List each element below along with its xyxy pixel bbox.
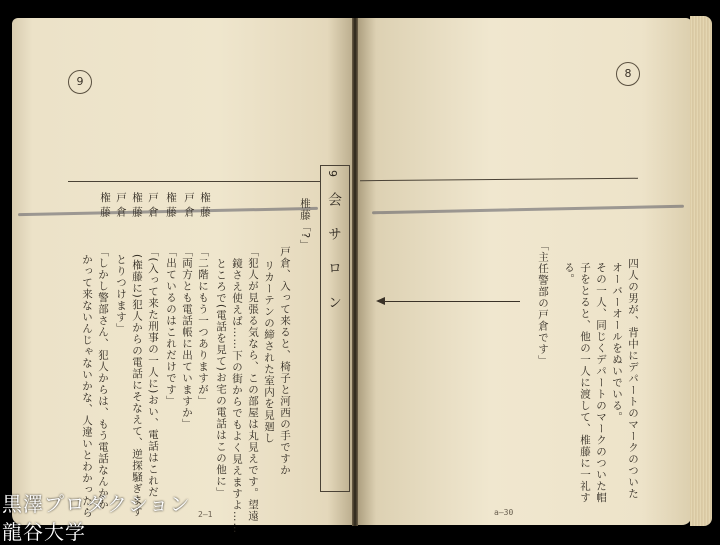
right-page-number: 8	[616, 62, 640, 86]
left-column-1: 椎藤「?」	[299, 198, 311, 251]
arrow-left-icon	[376, 297, 385, 305]
right-column-3: その一人、同じくデパートのマークのついた帽	[595, 262, 607, 504]
speaker-name: 戸倉	[147, 192, 159, 221]
left-column-2: 戸倉、入って来ると、椅子と河西の手ですか	[279, 246, 291, 476]
left-column-5: 鏡さえ使えば……下の街からでもよく見えますよ……	[231, 258, 243, 534]
speaker-name: 権藤	[199, 192, 211, 221]
left-scene-rule	[68, 181, 320, 182]
scene-number: 9	[326, 170, 339, 178]
speaker-name: 権藤	[99, 192, 111, 221]
arrow-line	[378, 301, 520, 302]
speaker-name: 権藤	[165, 192, 177, 221]
watermark-line-1: 黒澤プロダクション	[2, 492, 191, 516]
book-gutter	[352, 18, 358, 526]
left-page-footer: 2―1	[198, 510, 213, 519]
right-dialogue-note: 「主任警部の戸倉です」	[537, 240, 549, 367]
left-column-10: 「(入って来た刑事の一人に)おい、電話はこれだ	[147, 246, 159, 498]
right-column-4: 子をとると、他の一人に渡して、椎藤に一礼す	[579, 262, 591, 504]
left-column-7: 「二階にもう一つありますが」	[197, 246, 209, 407]
page-edges	[690, 16, 712, 526]
left-column-3: リカーテンの締された室内を見廻し	[263, 260, 275, 444]
speaker-name: 戸倉	[183, 192, 195, 221]
left-column-12: とりつけます」	[115, 254, 127, 335]
right-column-1: 四人の男が、背中にデパートのマークのついた	[627, 258, 639, 500]
watermark-line-2: 龍谷大学	[2, 520, 86, 544]
left-page-number: 9	[68, 70, 92, 94]
right-column-2: オーバーオールをぬいでいる。	[611, 262, 623, 423]
scene-place: 会 サ ロ ン	[326, 192, 342, 318]
right-column-5: る。	[563, 262, 575, 285]
left-column-8: 「両方とも電話帳に出ていますか」	[181, 246, 193, 430]
left-column-13: 「しかし警部さん、犯人からは、もう電話なんかか	[97, 246, 109, 511]
speaker-name: 戸倉	[115, 192, 127, 221]
left-column-9: 「出ているのはこれだけです」	[165, 246, 177, 407]
left-column-11: (権藤に)犯人からの電話にそなえて、逆探騒ぎます	[131, 254, 143, 518]
left-column-14: かって来ないんじゃないかな、人違いとわかったら	[81, 254, 93, 519]
right-page	[356, 18, 692, 525]
left-column-4: 「犯人が見張る気なら、この部屋は丸見えです。望遠	[247, 246, 259, 522]
right-page-footer: a―30	[494, 508, 514, 517]
speaker-name: 権藤	[131, 192, 143, 221]
left-column-6: ところで(電話を見て)お宅の電話はこの他に」	[215, 258, 227, 499]
